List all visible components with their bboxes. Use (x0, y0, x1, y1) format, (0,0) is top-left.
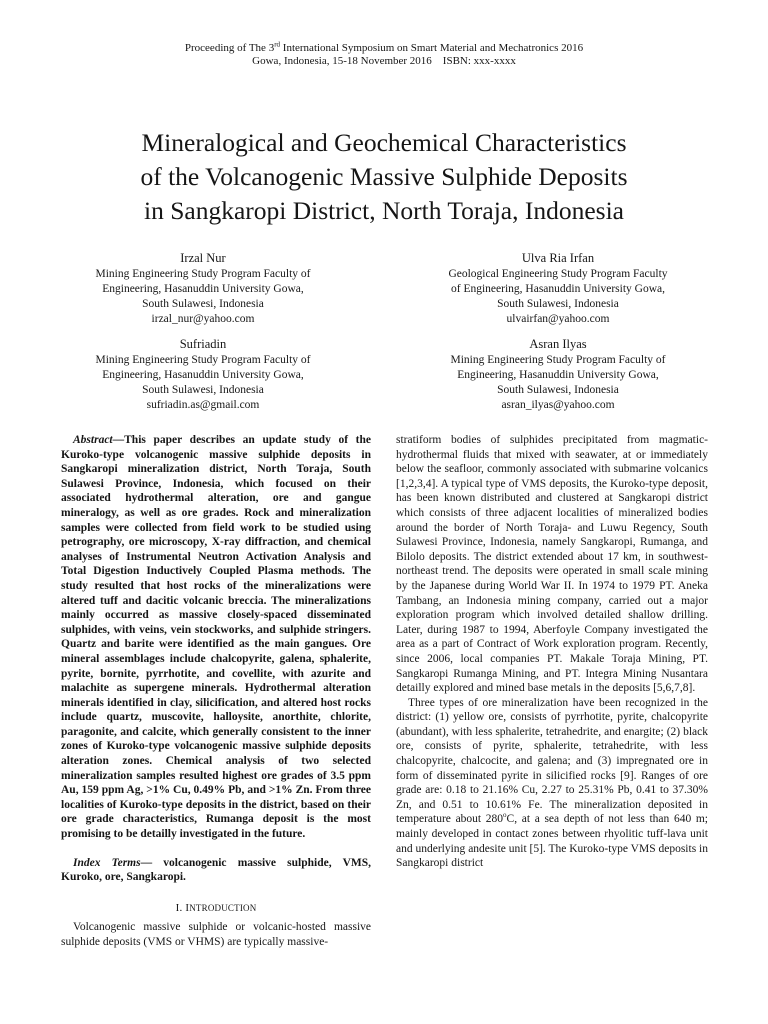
author-email[interactable]: ulvairfan@yahoo.com (506, 313, 610, 325)
author-name: Sufriadin (179, 337, 227, 351)
author-affiliation-3: South Sulawesi, Indonesia (142, 384, 264, 396)
author-email[interactable]: sufriadin.as@gmail.com (146, 399, 260, 411)
author-affiliation-2: of Engineering, Hasanuddin University Gowa, (451, 283, 665, 295)
author-2 (398, 250, 718, 327)
title-line-1: Mineralogical and Geochemical Characteristics (141, 128, 627, 157)
author-email[interactable]: irzal_nur@yahoo.com (151, 313, 255, 325)
author-affiliation-2: Engineering, Hasanuddin University Gowa, (102, 369, 304, 381)
proceeding-line-1: Proceeding of The 3rd International Symposium on Smart Material and Mechatronics 2016 (184, 40, 584, 54)
abstract-text: This paper describes an update study of the Kuroko-type volcanogenic massive sulphide deposits in Sangkaropi mineralization district, North Toraja, South Sulawesi Province, Indonesia, which focused on their associated hydrothermal alteration, ore and gangue mineralogy, as well as ore grades. Rock and mineralization samples were collected from field work to be studied using petrography, ore microscopy, X-ray diffraction, and chemical analyses of Instrumental Neutron Activation Analysis and Total Digestion Inductively Coupled Plasma methods. The study resulted that host rocks of the mineralizations were altered tuff and dacitic volcanic breccia. The mineralizations mainly occurred as massive closely-spaced disseminated sulphides, with veins, vein stockworks, and sulphide stringers. Quartz and barite were identified as the main gangues. Ore mineral assemblages include chalcopyrite, galena, sphalerite, pyrite, bornite, pyrrhotite, and covellite, with azurite and malachite as supergene minerals. Hydrothermal alteration minerals identified in clay, silicification, and altered host rocks include quartz, muscovite, halloysite, anorthite, chlorite, paragonite, and calcite, which generally consistent to the inner zones of Kuroko-type volcanogenic massive sulphide deposits alteration zones. Chemical analysis of two selected mineralization samples resulted highest ore grades of 3.5 ppm Au, 159 ppm Ag, >1% Cu, 0.49% Pb, and >1% Zn. From three localities of Kuroko-type deposits in the district, based on their ore grade characteristics, Rumanga deposit is the most promising to be detailly investigated in the future. (61, 434, 371, 841)
author-affiliation-3: South Sulawesi, Indonesia (497, 298, 619, 310)
author-affiliation-2: Engineering, Hasanuddin University Gowa, (102, 283, 304, 295)
author-affiliation-2: Engineering, Hasanuddin University Gowa, (457, 369, 659, 381)
index-terms-text: volcanogenic massive sulphide, VMS, Kuroko, ore, Sangkaropi. (61, 856, 371, 884)
author-email[interactable]: asran_ilyas@yahoo.com (501, 399, 615, 411)
paper-title (40, 126, 728, 228)
author-4 (398, 336, 718, 413)
title-line-2: of the Volcanogenic Massive Sulphide Deposits (140, 162, 628, 191)
abstract: Abstract—This paper describes an update study of the Kuroko-type volcanogenic massive sulphide deposits in Sangkaropi mineralization district, North Toraja, South Sulawesi Province, Indonesia, which focused on their associated hydrothermal alteration, ore and gangue mineralogy, as well as ore grades. Rock and mineralization samples were collected from field work to be studied using petrography, ore microscopy, X-ray diffraction, and chemical analyses of Instrumental Neutron Activation Analysis and Total Digestion Inductively Coupled Plasma methods. The study resulted that host rocks of the mineralizations were altered tuff and dacitic volcanic breccia. The mineralizations mainly occurred as massive closely-spaced disseminated sulphides, with veins, vein stockworks, and sulphide stringers. Quartz and barite were identified as the main gangues. Ore mineral assemblages include chalcopyrite, galena, sphalerite, pyrite, bornite, pyrrhotite, and covellite, with azurite and malachite as supergene minerals. Hydrothermal alteration minerals identified in clay, silicification, and altered host rocks include quartz, muscovite, halloysite, anorthite, chlorite, paragonite, and calcite, which generally consistent to the inner zones of Kuroko-type volcanogenic massive sulphide deposits alteration zones. Chemical analysis of two selected mineralization samples resulted highest ore grades of 3.5 ppm Au, 159 ppm Ag, >1% Cu, 0.49% Pb, and >1% Zn. From three localities of Kuroko-type deposits in the district, based on their ore grade characteristics, Rumanga deposit is the most promising to be detailly investigated in the future. (61, 434, 371, 841)
author-affiliation-3: South Sulawesi, Indonesia (497, 384, 619, 396)
author-affiliation-1: Mining Engineering Study Program Faculty of (95, 268, 311, 280)
index-terms-lead: Index Terms (73, 856, 141, 869)
proceeding-line-2: Gowa, Indonesia, 15-18 November 2016 ISBN: xxx-xxxx (252, 55, 516, 67)
right-column (396, 433, 708, 871)
index-terms: Index Terms— volcanogenic massive sulphide, VMS, Kuroko, ore, Sangkaropi. (61, 856, 371, 884)
author-name: Asran Ilyas (529, 337, 587, 351)
author-affiliation-3: South Sulawesi, Indonesia (142, 298, 264, 310)
intro-paragraph-1: Volcanogenic massive sulphide or volcanic-hosted massive sulphide deposits (VMS or VHMS) are typically massive- (61, 921, 371, 948)
author-affiliation-1: Mining Engineering Study Program Faculty of (450, 354, 666, 366)
body-paragraph-2: Three types of ore mineralization have been recognized in the district: (1) yellow ore, consists of pyrrhotite, pyrite, chalcopyrite (abundant), with less sphalerite, tetrahedrite, and enargite; (2) black ore, consists of pyrite, sphalerite, tetrahedrite, with less chalcopyrite, chalcocite, and galena; and (3) impregnated ore in form of disseminated pyrite in silicified rocks [9]. Ranges of ore grade are: 0.18 to 21.16% Cu, 2.27 to 25.31% Pb, 0.41 to 37.30% Zn, and 0.51 to 10.61% Fe. The mineralization deposited in temperature about 280$^o$C, at a sea depth of not less than 640 m; mainly developed in contact zones between rhyolitic tuff-lava unit and underlying andesite unit [5]. The Kuroko-type VMS deposits in Sangkaropi district (396, 696, 708, 870)
left-column (61, 433, 371, 950)
author-affiliation-1: Geological Engineering Study Program Faculty (448, 268, 668, 280)
abstract-lead: Abstract (73, 434, 113, 446)
section-heading-introduction: I. INTRODUCTION (175, 901, 257, 914)
body-paragraph-1: stratiform bodies of sulphides precipitated from magmatic-hydrothermal fluids that mixed with seawater, at or immediately below the seafloor, commonly associated with submarine volcanics [1,2,3,4]. A typical type of VMS deposits, the Kuroko-type deposit, has been known distributed and clustered at Sangkaropi district which consists of three adjacent localities of mineralized bodies around the border of North Toraja- and Luwu Regency, South Sulawesi Province, Indonesia, namely Sangkaropi, Rumanga, and Bilolo deposits. The district extended about 17 km, in southwest-northeast trend. The deposits were operated in small scale mining by the Japanese during World War II. In 1974 to 1979 PT. Aneka Tambang, an Indonesia mining company, carried out a major exploration program which involved detailed shallow drilling. Later, during 1987 to 1994, Aberfoyle Company investigated the area as a part of Contract of Work exploration program. Recently, since 2006, local companies PT. Makale Toraja Mining, PT. Sangkaropi Rumanga Mining, and PT. Integra Mining Nusantara detailly explored and mined base metals in the deposits [5,6,7,8]. (396, 434, 708, 695)
title-line-3: in Sangkaropi District, North Toraja, Indonesia (143, 196, 625, 225)
author-affiliation-1: Mining Engineering Study Program Faculty of (95, 354, 311, 366)
author-3 (43, 336, 363, 413)
author-name: Irzal Nur (180, 251, 226, 265)
author-name: Ulva Ria Irfan (521, 251, 595, 265)
author-1 (43, 250, 363, 327)
